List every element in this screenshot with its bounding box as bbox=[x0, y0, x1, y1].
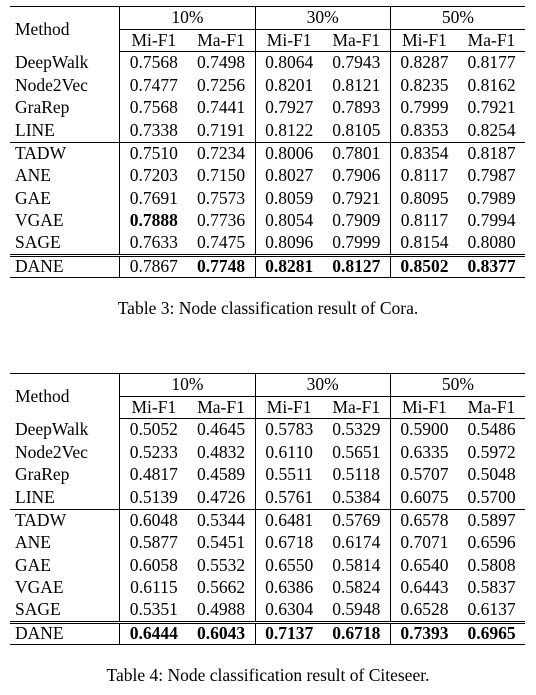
metric-header: Ma-F1 bbox=[323, 396, 391, 419]
score-cell: 0.7943 bbox=[332, 52, 381, 73]
score-cell: 0.5662 bbox=[196, 577, 246, 598]
table-row bbox=[10, 210, 525, 233]
method-name: DeepWalk bbox=[15, 52, 89, 73]
score-cell: 0.6718 bbox=[255, 532, 323, 555]
score-cell: 0.8353 bbox=[390, 119, 458, 142]
table-row bbox=[10, 142, 525, 165]
score-cell: 0.7071 bbox=[390, 532, 458, 555]
score-cell: 0.6444 bbox=[120, 622, 188, 645]
score-cell: 0.6335 bbox=[390, 441, 458, 464]
score-cell: 0.5651 bbox=[332, 441, 381, 462]
split-header: 50% bbox=[390, 374, 525, 397]
score-cell: 0.7510 bbox=[120, 142, 188, 165]
method-name: GAE bbox=[15, 554, 51, 575]
score-cell: 0.6443 bbox=[390, 577, 458, 600]
metric-header: Mi-F1 bbox=[255, 29, 323, 52]
table-row bbox=[10, 486, 525, 509]
table-row bbox=[10, 52, 525, 75]
method-name: Node2Vec bbox=[15, 74, 88, 95]
score-cell: 0.7256 bbox=[196, 74, 246, 95]
score-cell: 0.7498 bbox=[196, 52, 246, 73]
score-cell: 0.8502 bbox=[390, 255, 458, 278]
score-cell: 0.5329 bbox=[332, 419, 381, 440]
score-cell: 0.7999 bbox=[390, 97, 458, 120]
score-cell: 0.8117 bbox=[390, 165, 458, 188]
score-cell: 0.4988 bbox=[196, 599, 246, 620]
method-name: TADW bbox=[10, 509, 120, 532]
score-cell: 0.8064 bbox=[255, 52, 323, 75]
score-cell: 0.8281 bbox=[255, 255, 323, 278]
score-cell: 0.5532 bbox=[196, 554, 246, 575]
score-cell: 0.8377 bbox=[458, 255, 525, 278]
metric-header: Ma-F1 bbox=[458, 29, 525, 52]
table-row bbox=[10, 509, 525, 532]
score-cell: 0.8059 bbox=[255, 187, 323, 210]
table-row bbox=[10, 187, 525, 210]
score-cell: 0.7921 bbox=[332, 187, 381, 208]
score-cell: 0.5824 bbox=[332, 577, 381, 598]
table-row bbox=[10, 119, 525, 142]
score-cell: 0.7568 bbox=[120, 97, 188, 120]
table-row bbox=[10, 599, 525, 622]
method-name: SAGE bbox=[15, 232, 61, 253]
metric-header: Mi-F1 bbox=[390, 29, 458, 52]
score-cell: 0.5814 bbox=[332, 554, 381, 575]
score-cell: 0.8235 bbox=[390, 74, 458, 97]
score-cell: 0.5118 bbox=[332, 464, 381, 485]
score-cell: 0.7888 bbox=[120, 210, 188, 233]
table-row bbox=[10, 255, 525, 278]
score-cell: 0.8006 bbox=[255, 142, 323, 165]
split-header: 30% bbox=[255, 7, 390, 30]
cora-results-table bbox=[10, 6, 525, 278]
score-cell: 0.6075 bbox=[390, 486, 458, 509]
score-cell: 0.6550 bbox=[255, 554, 323, 577]
score-cell: 0.7633 bbox=[120, 232, 188, 255]
table-caption: Table 3: Node classification result of Cora. bbox=[117, 298, 419, 318]
score-cell: 0.6058 bbox=[120, 554, 188, 577]
metric-header: Ma-F1 bbox=[323, 29, 391, 52]
metric-header: Mi-F1 bbox=[120, 396, 188, 419]
header-group-row bbox=[10, 374, 525, 397]
score-cell: 0.7477 bbox=[120, 74, 188, 97]
score-cell: 0.7989 bbox=[467, 187, 516, 208]
table-row bbox=[10, 532, 525, 555]
score-cell: 0.7736 bbox=[196, 210, 246, 231]
method-name: VGAE bbox=[15, 577, 64, 598]
score-cell: 0.6043 bbox=[187, 622, 255, 645]
method-name: Node2Vec bbox=[15, 441, 88, 462]
score-cell: 0.6115 bbox=[120, 577, 188, 600]
score-cell: 0.8201 bbox=[255, 74, 323, 97]
score-cell: 0.7568 bbox=[120, 52, 188, 75]
score-cell: 0.5707 bbox=[390, 464, 458, 487]
score-cell: 0.7137 bbox=[255, 622, 323, 645]
score-cell: 0.5052 bbox=[120, 419, 188, 442]
table-row bbox=[10, 165, 525, 188]
score-cell: 0.6304 bbox=[255, 599, 323, 622]
score-cell: 0.5139 bbox=[120, 486, 188, 509]
table-row bbox=[10, 419, 525, 442]
score-cell: 0.4645 bbox=[196, 419, 246, 440]
method-header: Method bbox=[10, 374, 120, 419]
score-cell: 0.5700 bbox=[467, 486, 516, 507]
score-cell: 0.5972 bbox=[467, 441, 516, 462]
score-cell: 0.4589 bbox=[196, 464, 246, 485]
method-name: ANE bbox=[15, 165, 51, 186]
score-cell: 0.7203 bbox=[120, 165, 188, 188]
score-cell: 0.6174 bbox=[332, 532, 381, 553]
method-name: GraRep bbox=[15, 464, 70, 485]
split-header: 10% bbox=[120, 7, 255, 30]
score-cell: 0.7234 bbox=[187, 142, 255, 165]
score-cell: 0.7191 bbox=[196, 119, 246, 140]
score-cell: 0.8095 bbox=[390, 187, 458, 210]
score-cell: 0.6965 bbox=[458, 622, 525, 645]
score-cell: 0.7475 bbox=[196, 232, 246, 253]
score-cell: 0.6578 bbox=[390, 509, 458, 532]
score-cell: 0.8054 bbox=[255, 210, 323, 233]
score-cell: 0.8127 bbox=[323, 255, 391, 278]
split-header: 50% bbox=[390, 7, 525, 30]
score-cell: 0.7691 bbox=[120, 187, 188, 210]
score-cell: 0.5900 bbox=[390, 419, 458, 442]
table-row bbox=[10, 441, 525, 464]
score-cell: 0.7921 bbox=[467, 97, 516, 118]
score-cell: 0.8254 bbox=[467, 119, 516, 140]
method-name: LINE bbox=[15, 119, 55, 140]
score-cell: 0.7867 bbox=[120, 255, 188, 278]
score-cell: 0.8080 bbox=[467, 232, 516, 253]
metric-header: Ma-F1 bbox=[187, 29, 255, 52]
method-name: LINE bbox=[15, 486, 55, 507]
score-cell: 0.6528 bbox=[390, 599, 458, 622]
score-cell: 0.5769 bbox=[323, 509, 391, 532]
score-cell: 0.5761 bbox=[255, 486, 323, 509]
score-cell: 0.5233 bbox=[120, 441, 188, 464]
score-cell: 0.8154 bbox=[390, 232, 458, 255]
score-cell: 0.8121 bbox=[332, 74, 381, 95]
score-cell: 0.6718 bbox=[323, 622, 391, 645]
score-cell: 0.6386 bbox=[255, 577, 323, 600]
score-cell: 0.8354 bbox=[390, 142, 458, 165]
method-name: ANE bbox=[15, 532, 51, 553]
score-cell: 0.5351 bbox=[120, 599, 188, 622]
score-cell: 0.8122 bbox=[255, 119, 323, 142]
score-cell: 0.7150 bbox=[196, 165, 246, 186]
score-cell: 0.4726 bbox=[196, 486, 246, 507]
table-row bbox=[10, 464, 525, 487]
score-cell: 0.7801 bbox=[323, 142, 391, 165]
score-cell: 0.8287 bbox=[390, 52, 458, 75]
score-cell: 0.6596 bbox=[467, 532, 516, 553]
table-row bbox=[10, 74, 525, 97]
method-name: GraRep bbox=[15, 97, 70, 118]
metric-header: Mi-F1 bbox=[255, 396, 323, 419]
metric-header: Mi-F1 bbox=[390, 396, 458, 419]
method-header: Method bbox=[10, 7, 120, 52]
score-cell: 0.7393 bbox=[390, 622, 458, 645]
score-cell: 0.5344 bbox=[187, 509, 255, 532]
score-cell: 0.7987 bbox=[467, 165, 516, 186]
score-cell: 0.8162 bbox=[467, 74, 516, 95]
score-cell: 0.7893 bbox=[332, 97, 381, 118]
method-name: TADW bbox=[10, 142, 120, 165]
score-cell: 0.5837 bbox=[467, 577, 516, 598]
score-cell: 0.7999 bbox=[332, 232, 381, 253]
metric-header: Ma-F1 bbox=[458, 396, 525, 419]
table-row bbox=[10, 232, 525, 255]
score-cell: 0.5897 bbox=[458, 509, 525, 532]
score-cell: 0.4817 bbox=[120, 464, 188, 487]
score-cell: 0.7906 bbox=[332, 165, 381, 186]
score-cell: 0.7338 bbox=[120, 119, 188, 142]
table-row bbox=[10, 554, 525, 577]
score-cell: 0.8177 bbox=[467, 52, 516, 73]
table-row bbox=[10, 577, 525, 600]
score-cell: 0.5486 bbox=[467, 419, 516, 440]
metric-header: Mi-F1 bbox=[120, 29, 188, 52]
method-name: DANE bbox=[10, 622, 120, 645]
score-cell: 0.5511 bbox=[255, 464, 323, 487]
method-name: SAGE bbox=[15, 599, 61, 620]
score-cell: 0.5384 bbox=[332, 486, 381, 507]
citeseer-results-table bbox=[10, 373, 525, 645]
method-name: DANE bbox=[10, 255, 120, 278]
score-cell: 0.6481 bbox=[255, 509, 323, 532]
score-cell: 0.7573 bbox=[196, 187, 246, 208]
score-cell: 0.4832 bbox=[196, 441, 246, 462]
score-cell: 0.7748 bbox=[187, 255, 255, 278]
split-header: 10% bbox=[120, 374, 255, 397]
table-row bbox=[10, 97, 525, 120]
score-cell: 0.5948 bbox=[332, 599, 381, 620]
score-cell: 0.6048 bbox=[120, 509, 188, 532]
score-cell: 0.6137 bbox=[467, 599, 516, 620]
table-row bbox=[10, 622, 525, 645]
score-cell: 0.5877 bbox=[120, 532, 188, 555]
score-cell: 0.7909 bbox=[332, 210, 381, 231]
method-name: DeepWalk bbox=[15, 419, 89, 440]
score-cell: 0.5451 bbox=[196, 532, 246, 553]
table-caption: Table 4: Node classification result of Citeseer. bbox=[106, 665, 430, 685]
score-cell: 0.5808 bbox=[467, 554, 516, 575]
method-name: GAE bbox=[15, 187, 51, 208]
metric-header: Ma-F1 bbox=[187, 396, 255, 419]
score-cell: 0.6110 bbox=[255, 441, 323, 464]
score-cell: 0.6540 bbox=[390, 554, 458, 577]
score-cell: 0.7441 bbox=[196, 97, 246, 118]
score-cell: 0.8096 bbox=[255, 232, 323, 255]
score-cell: 0.8027 bbox=[255, 165, 323, 188]
split-header: 30% bbox=[255, 374, 390, 397]
header-group-row bbox=[10, 7, 525, 30]
score-cell: 0.5048 bbox=[467, 464, 516, 485]
score-cell: 0.8117 bbox=[390, 210, 458, 233]
score-cell: 0.7994 bbox=[467, 210, 516, 231]
score-cell: 0.7927 bbox=[255, 97, 323, 120]
score-cell: 0.5783 bbox=[255, 419, 323, 442]
method-name: VGAE bbox=[15, 210, 64, 231]
score-cell: 0.8105 bbox=[332, 119, 381, 140]
score-cell: 0.8187 bbox=[458, 142, 525, 165]
